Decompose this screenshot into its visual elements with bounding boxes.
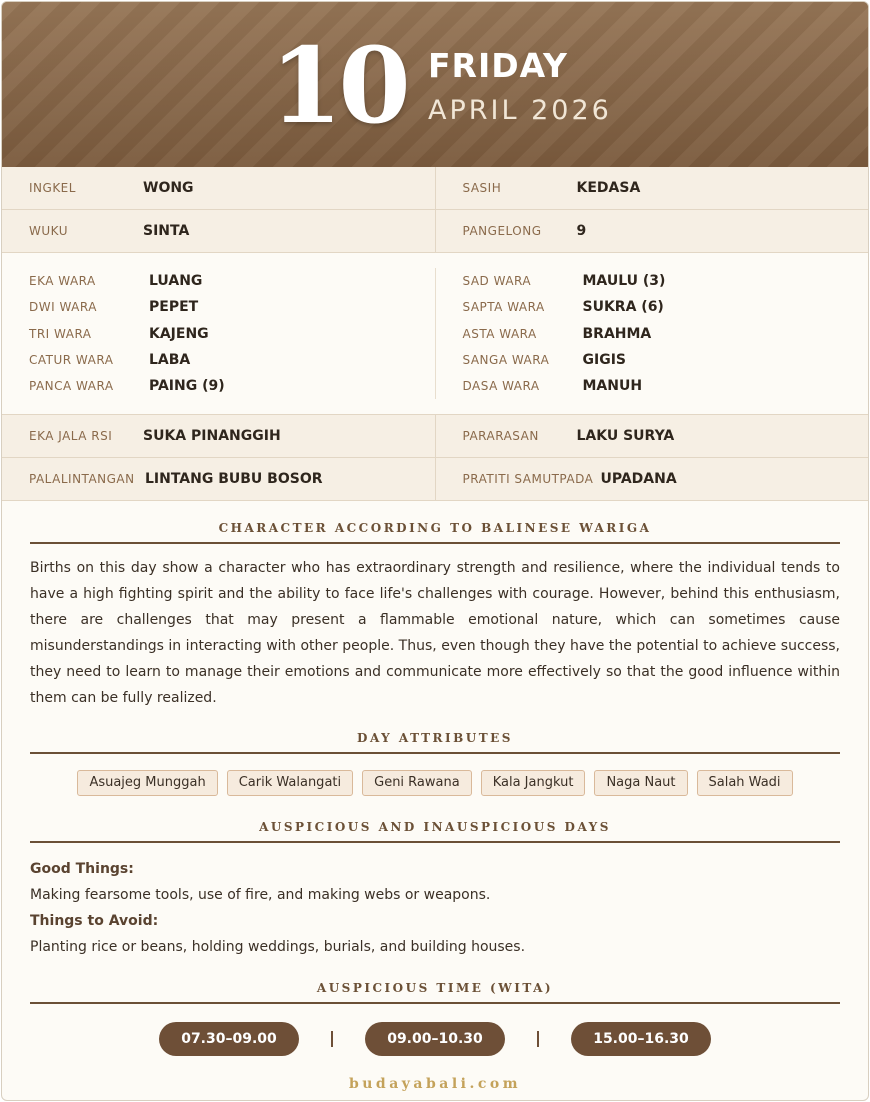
wara-column-left bbox=[2, 268, 435, 399]
wara-table bbox=[2, 253, 868, 415]
wara-label: DWI WARA bbox=[29, 300, 97, 315]
character-text: Births on this day show a character who has extraordinary strength and resilience, where the individual tends to have a high fighting spirit and the ability to face life's challenges with courage. However, behind this enthusiasm, there are challenges that may present a flammable emotional nature, which can sometimes cause misunderstandings in interacting with other people. Thus, even though they have the potential to achieve success, they need to learn to manage their emotions and communicate more effectively so that the good influence within them can be fully realized. bbox=[30, 560, 840, 707]
times-section bbox=[2, 981, 868, 1056]
attribute-tag: Carik Walangati bbox=[227, 770, 353, 796]
wara-item bbox=[29, 294, 435, 320]
info-label: PARARASAN bbox=[462, 429, 539, 444]
info-label: INGKEL bbox=[29, 181, 76, 195]
wara-item bbox=[29, 373, 435, 399]
attribute-tag: Naga Naut bbox=[594, 770, 687, 796]
avoid-label: Things to Avoid: bbox=[30, 913, 159, 930]
wara-label: DASA WARA bbox=[462, 379, 540, 394]
info-value: SINTA bbox=[143, 223, 190, 239]
wara-value: KAJENG bbox=[149, 325, 209, 342]
wara-item bbox=[463, 268, 869, 294]
info-value: KEDASA bbox=[576, 180, 641, 196]
attribute-tag: Asuajeg Munggah bbox=[77, 770, 217, 796]
wara-value: LABA bbox=[149, 352, 191, 369]
wara-item bbox=[29, 347, 435, 373]
info-cell-pararasan bbox=[435, 415, 869, 457]
auspicious-section bbox=[2, 820, 868, 957]
character-section bbox=[2, 521, 868, 711]
wara-item bbox=[463, 321, 869, 347]
info-cell-wuku bbox=[2, 210, 435, 252]
info-cell-pangelong bbox=[435, 210, 869, 252]
weekday: FRIDAY bbox=[428, 46, 568, 85]
calendar-card bbox=[1, 1, 869, 1101]
info-label: SASIH bbox=[462, 181, 502, 195]
info-value: LAKU SURYA bbox=[576, 428, 675, 445]
wara-value: MANUH bbox=[582, 378, 643, 395]
good-things-text: Making fearsome tools, use of fire, and making webs or weapons. bbox=[30, 887, 491, 904]
info-cell-pratiti-samutpada bbox=[435, 458, 869, 500]
time-slots bbox=[30, 1022, 840, 1056]
wara-value: GIGIS bbox=[582, 352, 626, 369]
wara-value: SUKRA (6) bbox=[582, 299, 664, 316]
wara-label: PANCA WARA bbox=[29, 379, 114, 394]
good-things-label: Good Things: bbox=[30, 861, 134, 878]
wara-value: MAULU (3) bbox=[582, 273, 666, 290]
wara-item bbox=[463, 347, 869, 373]
wara-item bbox=[463, 373, 869, 399]
wara-label: TRI WARA bbox=[29, 326, 92, 341]
info-cell-palalintangan bbox=[2, 458, 435, 500]
avoid-text: Planting rice or beans, holding weddings, burials, and building houses. bbox=[30, 939, 526, 956]
divider bbox=[331, 1031, 333, 1047]
wara-label: CATUR WARA bbox=[29, 353, 114, 368]
divider bbox=[537, 1031, 539, 1047]
info-value: 9 bbox=[576, 223, 587, 239]
info-cell-ingkel bbox=[2, 167, 435, 209]
info-value: LINTANG BUBU BOSOR bbox=[145, 471, 323, 488]
info-cell-sasih bbox=[435, 167, 869, 209]
attributes-title: DAY ATTRIBUTES bbox=[30, 731, 840, 754]
info-label: PALALINTANGAN bbox=[29, 472, 135, 487]
info-row-palalintangan-pratiti bbox=[2, 458, 868, 501]
info-row-ingkel-sasih bbox=[2, 167, 868, 210]
attribute-tag: Geni Rawana bbox=[362, 770, 472, 796]
wara-value: PEPET bbox=[149, 299, 199, 316]
date-header bbox=[2, 2, 868, 167]
info-row-wuku-pangelong bbox=[2, 210, 868, 253]
site-footer: budayabali.com bbox=[348, 1076, 522, 1093]
wara-label: SAPTA WARA bbox=[462, 300, 545, 315]
attribute-tags bbox=[30, 770, 840, 796]
attribute-tag: Kala Jangkut bbox=[481, 770, 586, 796]
wara-item bbox=[463, 294, 869, 320]
wara-label: SAD WARA bbox=[462, 274, 532, 289]
times-title: AUSPICIOUS TIME (WITA) bbox=[30, 981, 840, 1004]
info-value: WONG bbox=[143, 180, 194, 196]
day-number: 10 bbox=[270, 24, 407, 147]
wara-label: EKA WARA bbox=[29, 274, 96, 289]
wara-item bbox=[29, 268, 435, 294]
info-value: UPADANA bbox=[600, 471, 677, 488]
month-year: APRIL 2026 bbox=[428, 95, 612, 126]
wara-value: BRAHMA bbox=[582, 325, 652, 342]
attribute-tag: Salah Wadi bbox=[697, 770, 793, 796]
time-slot: 09.00–10.30 bbox=[365, 1022, 505, 1056]
time-slot: 15.00–16.30 bbox=[571, 1022, 711, 1056]
time-slot: 07.30–09.00 bbox=[159, 1022, 299, 1056]
info-label: WUKU bbox=[29, 224, 68, 238]
auspicious-title: AUSPICIOUS AND INAUSPICIOUS DAYS bbox=[30, 820, 840, 843]
wara-value: LUANG bbox=[149, 273, 203, 290]
wara-label: ASTA WARA bbox=[462, 326, 537, 341]
attributes-section bbox=[2, 731, 868, 796]
info-label: PANGELONG bbox=[462, 224, 542, 238]
wara-value: PAING (9) bbox=[149, 378, 225, 395]
info-label: PRATITI SAMUTPADA bbox=[462, 472, 594, 487]
info-label: EKA JALA RSI bbox=[29, 429, 113, 444]
wara-item bbox=[29, 321, 435, 347]
info-value: SUKA PINANGGIH bbox=[143, 428, 281, 445]
wara-label: SANGA WARA bbox=[462, 353, 550, 368]
info-cell-eka-jala-rsi bbox=[2, 415, 435, 457]
character-title: CHARACTER ACCORDING TO BALINESE WARIGA bbox=[30, 521, 840, 544]
wara-column-right bbox=[435, 268, 869, 399]
info-row-ekajala-pararasan bbox=[2, 415, 868, 458]
